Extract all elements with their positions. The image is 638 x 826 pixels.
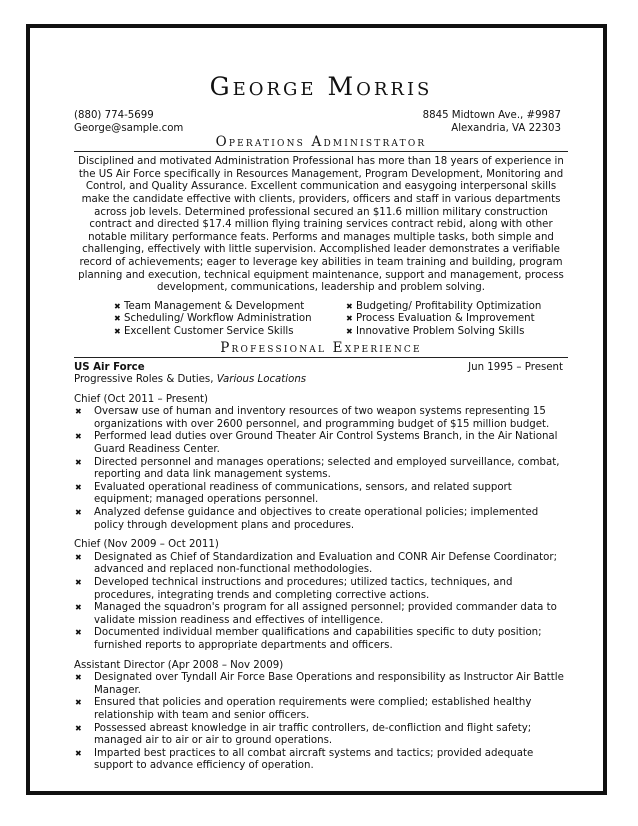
bullet-item: ✖ Oversaw use of human and inventory resources of two weapon systems representing 15 organizations with over 2600 personnel, and programming budget of $15 million budget.: [75, 406, 550, 430]
bullet-item: ✖ Imparted best practices to all combat aircraft systems and tactics; provided adequate support to advance efficiency of operation.: [75, 747, 534, 772]
bullet-item: ✖ Performed lead duties over Ground Theater Air Control Systems Branch, in the Air National Guard Readiness Center.: [75, 431, 558, 456]
bullet-item: ✖ Managed the squadron's program for all assigned personnel; provided commander data to validate mission readiness and effectives of intelligence.: [75, 602, 557, 626]
contact-row-1: [74, 110, 568, 123]
skill-item: ✖ Innovative Problem Solving Skills: [346, 325, 525, 337]
skill-item: ✖ Excellent Customer Service Skills: [114, 325, 294, 337]
role-locations: Various Locations: [216, 374, 307, 386]
resume-document: [74, 72, 568, 773]
position-title: Chief (Nov 2009 – Oct 2011): [74, 539, 219, 551]
x-mark-icon: ✖: [346, 301, 353, 311]
bullet-item: ✖ Designated as Chief of Standardization and Evaluation and CONR Air Defense Coordinator; advanced and replaced non-functional methodologies.: [75, 551, 558, 576]
address-line-2: Alexandria, VA 22303: [451, 122, 561, 134]
company-name: US Air Force: [74, 361, 145, 373]
x-mark-icon: ✖: [75, 457, 82, 467]
experience-heading: Professional Experience: [74, 341, 568, 358]
position-block: [74, 539, 568, 652]
phone-number: (880) 774-5699: [74, 110, 154, 121]
bullet-item: ✖ Documented individual member qualifications and capabilities specific to duty position; furnished reports to appropriate departments and officers.: [75, 627, 542, 651]
x-mark-icon: ✖: [75, 603, 82, 613]
position-title: Assistant Director (Apr 2008 – Nov 2009): [74, 659, 284, 671]
x-mark-icon: ✖: [114, 314, 121, 324]
position-bullets: [74, 552, 568, 653]
headline: Operations Administrator: [74, 135, 568, 152]
x-mark-icon: ✖: [75, 407, 82, 417]
x-mark-icon: ✖: [75, 508, 82, 518]
position-block: [74, 394, 568, 533]
skill-item: ✖ Budgeting/ Profitability Optimization: [346, 300, 542, 312]
company-row: [74, 362, 568, 375]
skill-item: ✖ Scheduling/ Workflow Administration: [114, 313, 312, 325]
bullet-item: ✖ Developed technical instructions and procedures; utilized tactics, techniques, and procedures, integrating trends and completing corrective actions.: [75, 577, 513, 601]
x-mark-icon: ✖: [75, 432, 82, 442]
employment-dates: Jun 1995 – Present: [468, 361, 563, 373]
x-mark-icon: ✖: [75, 723, 82, 733]
role-summary: Progressive Roles & Duties,: [74, 374, 214, 386]
bullet-item: ✖ Analyzed defense guidance and objectives to create operational policies; implemented policy through development plans and procedures.: [75, 507, 539, 531]
role-summary-line: [74, 374, 568, 387]
bullet-item: ✖ Ensured that policies and operation requirements were complied; established healthy relationship with team and senior officers.: [75, 697, 532, 721]
skill-item: ✖ Team Management & Development: [114, 300, 305, 312]
position-block: [74, 660, 568, 773]
x-mark-icon: ✖: [75, 578, 82, 587]
position-bullets: [74, 406, 568, 532]
x-mark-icon: ✖: [75, 628, 82, 638]
bullet-item: ✖ Possessed abreast knowledge in air traffic controllers, de-confliction and flight safety; managed air to air or air to ground operations.: [75, 722, 532, 747]
address-line-1: 8845 Midtown Ave., #9987: [422, 110, 561, 121]
summary-paragraph: Disciplined and motivated Administration Professional has more than 18 years of experience in the US Air Force specifically in Resources Management, Program Development, Monitoring and Control, and Quality Assurance. Excellent communication and easygoing interpersonal skills make the candidate effective with clients, providers, officers and staff in various departments across job levels. Determined professional secured an $11.6 million military construction contract and directed $17.4 million flying training services contract rebid, along with other notable military performance feats. Performs and manages multiple tasks, both simple and challenging, effectively with little supervision. Accomplished leader demonstrates a verifiable record of achievements; eager to leverage key abilities in team training and building, program planning and execution, technical equipment maintenance, support and management, process development, communications, leadership and problem solving.: [78, 156, 564, 294]
bullet-item: ✖ Evaluated operational readiness of communications, sensors, and related support equipment; managed operations personnel.: [75, 481, 512, 506]
x-mark-icon: ✖: [346, 314, 353, 324]
x-mark-icon: ✖: [114, 301, 121, 311]
position-title: Chief (Oct 2011 – Present): [74, 393, 209, 405]
x-mark-icon: ✖: [75, 698, 82, 708]
x-mark-icon: ✖: [75, 482, 82, 492]
email-address: George@sample.com: [74, 122, 184, 134]
bullet-item: ✖ Designated over Tyndall Air Force Base Operations and responsibility as Instructor Air Battle Manager.: [75, 672, 564, 696]
position-bullets: [74, 672, 568, 773]
x-mark-icon: ✖: [346, 326, 353, 336]
candidate-name: George Morris: [209, 72, 433, 101]
x-mark-icon: ✖: [75, 673, 82, 683]
skill-item: ✖ Process Evaluation & Improvement: [346, 313, 535, 325]
x-mark-icon: ✖: [114, 326, 121, 336]
skills-list: [74, 301, 568, 339]
bullet-item: ✖ Directed personnel and manages operations; selected and employed surveillance, combat, reporting and data link management systems.: [75, 456, 560, 481]
x-mark-icon: ✖: [75, 552, 82, 562]
x-mark-icon: ✖: [75, 748, 82, 758]
